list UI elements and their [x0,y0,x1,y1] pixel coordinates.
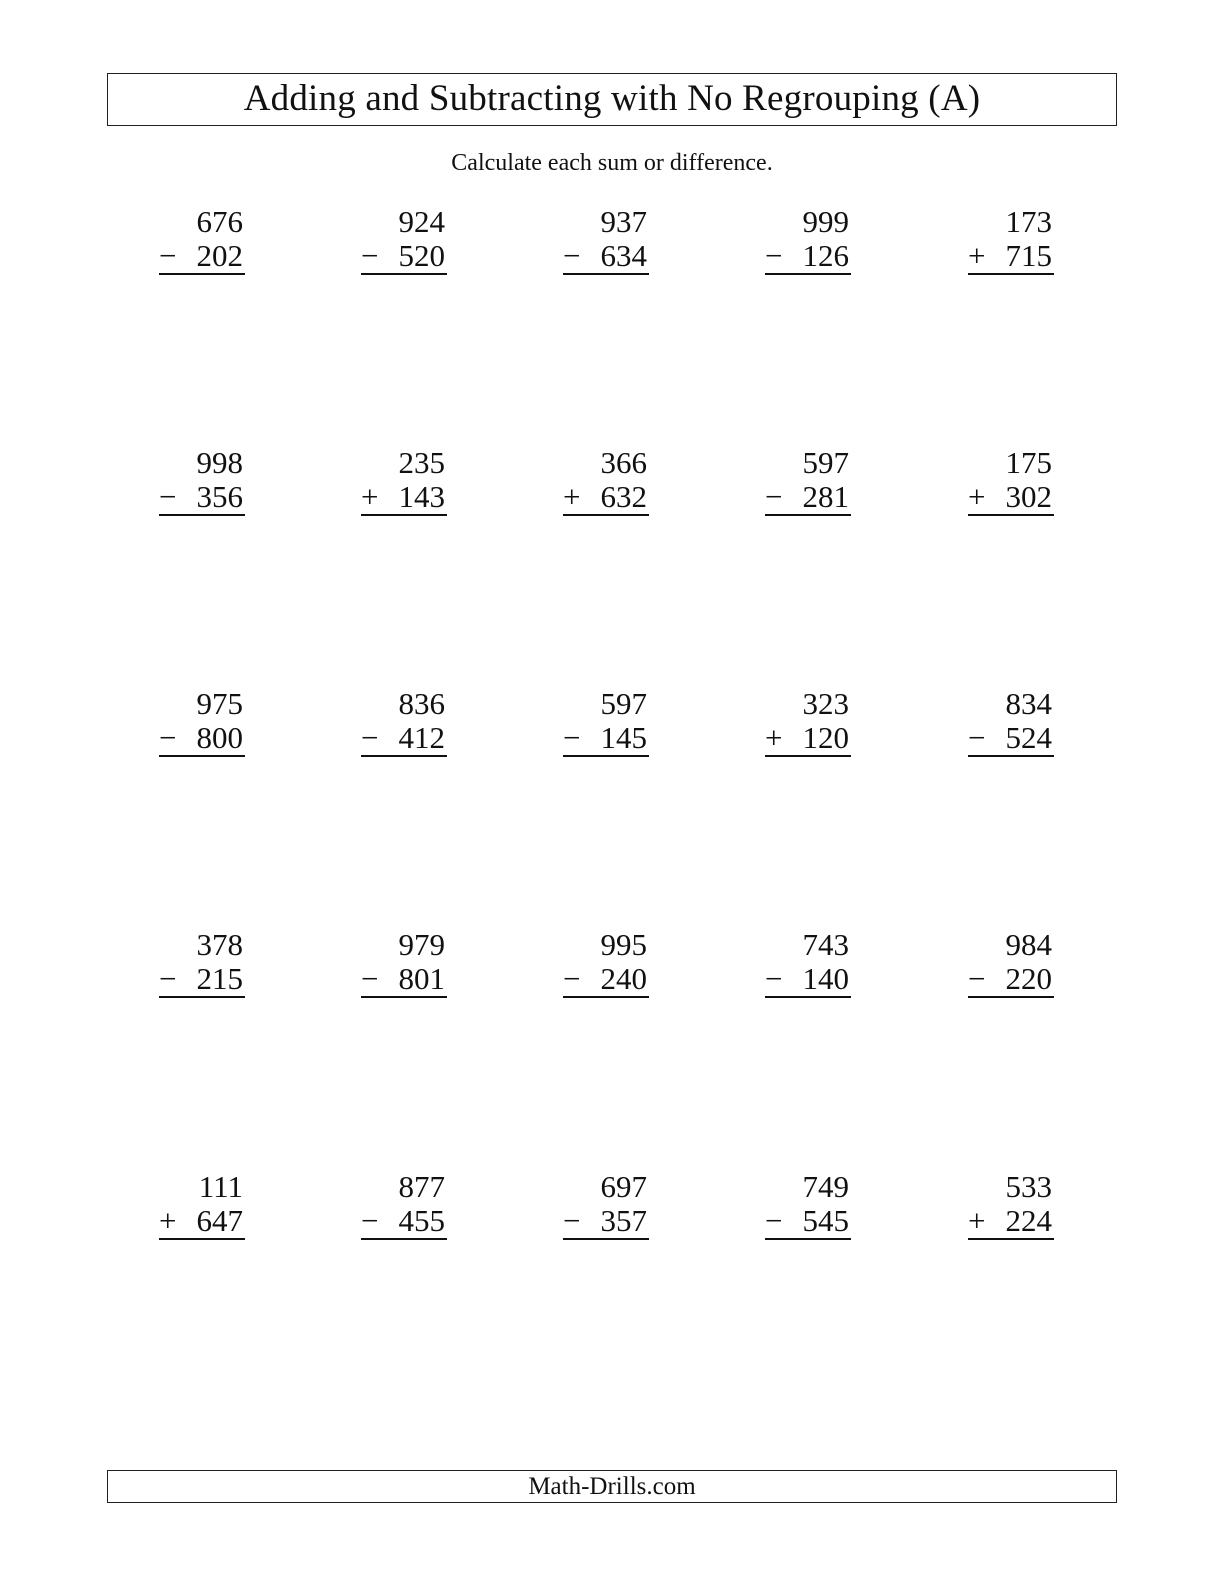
problem-8 [539,445,649,516]
problem-15 [944,686,1054,757]
answer-line [765,239,851,275]
operator: − [765,1203,783,1238]
top-number: 111 [198,1169,243,1204]
answer-line [968,480,1054,516]
operator: + [563,479,581,514]
problem-20 [944,927,1054,998]
top-number: 173 [1005,204,1052,239]
bottom-number: 143 [398,479,445,514]
bottom-number: 240 [600,961,647,996]
operator: − [361,238,379,273]
answer-line [968,721,1054,757]
top-number: 676 [196,204,243,239]
operator: − [361,961,379,996]
bottom-number: 140 [802,961,849,996]
operator: − [765,238,783,273]
operator: − [563,720,581,755]
top-number: 984 [1005,927,1052,962]
bottom-number: 715 [1005,238,1052,273]
answer-line [765,1204,851,1240]
top-number: 877 [398,1169,445,1204]
bottom-number: 224 [1005,1203,1052,1238]
problem-22 [337,1169,447,1240]
bottom-number: 412 [398,720,445,755]
top-number: 979 [398,927,445,962]
operator: − [159,961,177,996]
problem-19 [741,927,851,998]
bottom-number: 120 [802,720,849,755]
answer-line [968,1204,1054,1240]
operator: − [159,479,177,514]
bottom-number: 215 [196,961,243,996]
problem-9 [741,445,851,516]
answer-line [159,1204,245,1240]
operator: − [361,1203,379,1238]
answer-line [563,721,649,757]
footer-box [107,1470,1117,1503]
bottom-number: 281 [802,479,849,514]
problem-16 [135,927,245,998]
problem-12 [337,686,447,757]
top-number: 834 [1005,686,1052,721]
bottom-number: 357 [600,1203,647,1238]
bottom-number: 202 [196,238,243,273]
operator: − [563,238,581,273]
top-number: 533 [1005,1169,1052,1204]
top-number: 743 [802,927,849,962]
bottom-number: 356 [196,479,243,514]
answer-line [159,962,245,998]
answer-line [361,962,447,998]
problem-21 [135,1169,245,1240]
instructions: Calculate each sum or difference. [451,150,773,176]
problem-4 [741,204,851,275]
operator: + [361,479,379,514]
top-number: 378 [196,927,243,962]
operator: − [563,1203,581,1238]
answer-line [563,480,649,516]
bottom-number: 647 [196,1203,243,1238]
answer-line [765,962,851,998]
bottom-number: 220 [1005,961,1052,996]
top-number: 235 [398,445,445,480]
problem-24 [741,1169,851,1240]
answer-line [563,1204,649,1240]
operator: − [159,238,177,273]
problem-23 [539,1169,649,1240]
problem-6 [135,445,245,516]
bottom-number: 302 [1005,479,1052,514]
answer-line [765,480,851,516]
answer-line [563,239,649,275]
answer-line [765,721,851,757]
bottom-number: 145 [600,720,647,755]
bottom-number: 632 [600,479,647,514]
operator: + [159,1203,177,1238]
top-number: 323 [802,686,849,721]
top-number: 366 [600,445,647,480]
footer-text: Math-Drills.com [528,1473,696,1500]
top-number: 175 [1005,445,1052,480]
operator: + [968,238,986,273]
answer-line [159,480,245,516]
problem-14 [741,686,851,757]
problem-11 [135,686,245,757]
top-number: 924 [398,204,445,239]
operator: + [765,720,783,755]
operator: − [765,479,783,514]
answer-line [361,1204,447,1240]
bottom-number: 520 [398,238,445,273]
problem-18 [539,927,649,998]
operator: − [968,961,986,996]
top-number: 937 [600,204,647,239]
worksheet-title: Adding and Subtracting with No Regrouping (A) [243,78,981,119]
answer-line [968,962,1054,998]
problem-2 [337,204,447,275]
bottom-number: 800 [196,720,243,755]
top-number: 597 [802,445,849,480]
answer-line [563,962,649,998]
answer-line [159,721,245,757]
top-number: 749 [802,1169,849,1204]
answer-line [968,239,1054,275]
top-number: 836 [398,686,445,721]
operator: + [968,1203,986,1238]
bottom-number: 801 [398,961,445,996]
operator: − [159,720,177,755]
answer-line [361,239,447,275]
problem-5 [944,204,1054,275]
problem-3 [539,204,649,275]
top-number: 697 [600,1169,647,1204]
answer-line [361,721,447,757]
top-number: 995 [600,927,647,962]
operator: − [563,961,581,996]
bottom-number: 126 [802,238,849,273]
operator: + [968,479,986,514]
answer-line [361,480,447,516]
title-box [107,73,1117,126]
problem-25 [944,1169,1054,1240]
top-number: 999 [802,204,849,239]
top-number: 975 [196,686,243,721]
bottom-number: 455 [398,1203,445,1238]
operator: − [765,961,783,996]
problem-17 [337,927,447,998]
bottom-number: 545 [802,1203,849,1238]
problem-1 [135,204,245,275]
top-number: 597 [600,686,647,721]
top-number: 998 [196,445,243,480]
answer-line [159,239,245,275]
problem-10 [944,445,1054,516]
bottom-number: 524 [1005,720,1052,755]
bottom-number: 634 [600,238,647,273]
problem-7 [337,445,447,516]
operator: − [968,720,986,755]
problem-13 [539,686,649,757]
operator: − [361,720,379,755]
